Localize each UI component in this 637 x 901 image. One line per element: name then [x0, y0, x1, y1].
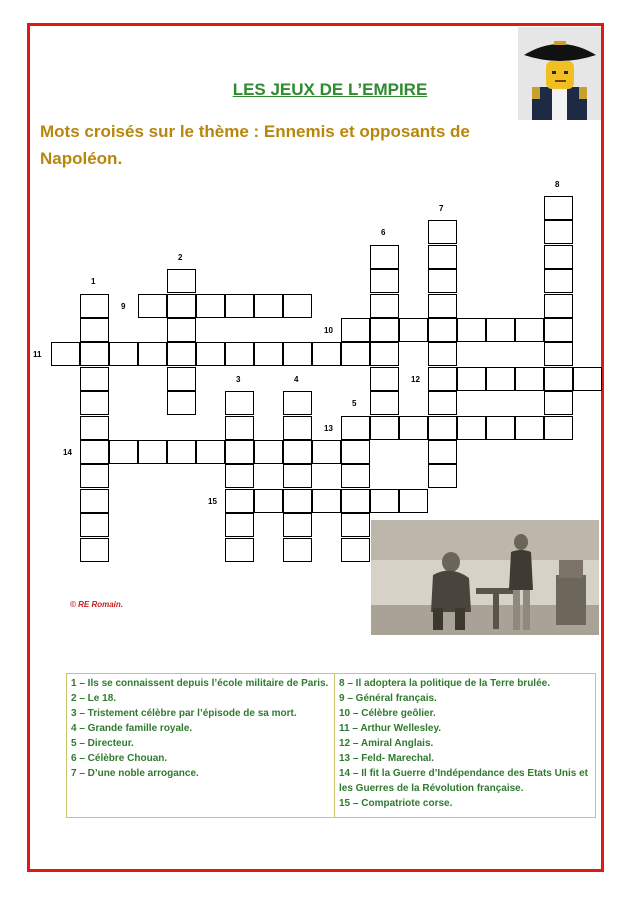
clues-column-left: [67, 674, 335, 817]
page-title: LES JEUX DE L’EMPIRE: [232, 80, 428, 99]
clue-number-11: 11: [33, 350, 42, 360]
clue-number-8: 8: [555, 179, 560, 189]
clue: 12 – Amiral Anglais.: [339, 738, 434, 749]
clues-column-right: [335, 674, 595, 817]
clue: 13 – Feld- Marechal.: [339, 753, 435, 764]
clue-number-12: 12: [411, 374, 420, 384]
clue: 6 – Célèbre Chouan.: [71, 753, 168, 764]
copyright-credit: © RE Romain.: [70, 600, 124, 609]
clue-number-14: 14: [63, 448, 72, 457]
clue: 11 – Arthur Wellesley.: [339, 723, 442, 734]
clues-table: [66, 673, 596, 818]
clue: 15 – Compatriote corse.: [339, 798, 453, 809]
clue-number-2: 2: [178, 252, 183, 262]
clue-number-9: 9: [121, 301, 126, 311]
clue: 5 – Directeur.: [71, 738, 134, 749]
clue: 3 – Tristement célèbre par l’épisode de sa mort.: [71, 708, 297, 719]
clue-number-3: 3: [236, 374, 241, 384]
clue: 9 – Général français.: [339, 693, 437, 704]
clue-number-4: 4: [294, 374, 299, 384]
clue-number-10: 10: [324, 326, 333, 335]
clue: 7 – D’une noble arrogance.: [71, 768, 199, 779]
clue-number-1: 1: [91, 277, 96, 287]
clue: 14 – Il fit la Guerre d’Indépendance des Etats Unis et les Guerres de la Révolution française.: [339, 768, 588, 794]
clue: 8 – Il adoptera la politique de la Terre brulée.: [339, 678, 550, 689]
clue-number-15: 15: [208, 496, 217, 506]
clue: 2 – Le 18.: [71, 693, 117, 704]
clue: 4 – Grande famille royale.: [71, 723, 193, 734]
clue-number-6: 6: [381, 228, 386, 238]
clue: 10 – Célèbre geôlier.: [339, 708, 436, 719]
clue-number-7: 7: [439, 204, 444, 213]
napoleon-engraving-image: [371, 520, 599, 635]
clue-number-13: 13: [324, 423, 333, 433]
page-subtitle: Mots croisés sur le thème : Ennemis et opposants de Napoléon.: [40, 122, 470, 168]
clue: 1 – Ils se connaissent depuis l’école militaire de Paris.: [71, 678, 329, 689]
clue-number-5: 5: [352, 399, 357, 409]
napoleon-figurine-image: [518, 27, 601, 120]
